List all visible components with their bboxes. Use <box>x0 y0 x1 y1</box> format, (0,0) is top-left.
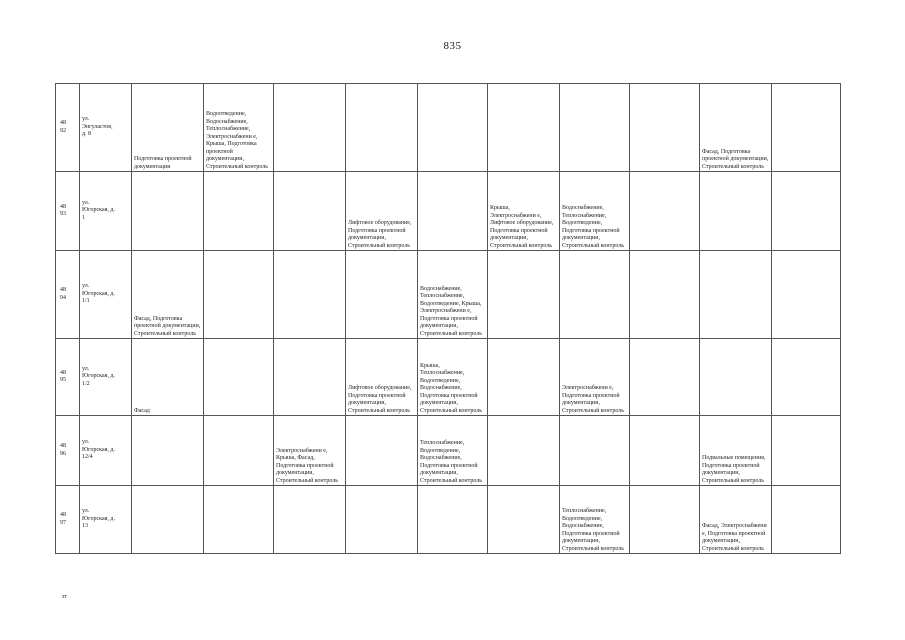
work-cell <box>560 251 630 339</box>
work-cell <box>274 339 346 416</box>
work-cell-text: Крыша, Электроснабжени е, Лифтовое оборудование, Подготовка проектной документации, Строительный контроль <box>490 205 554 249</box>
work-cell-text: Подготовка проектной документации <box>134 156 192 170</box>
address-cell: ул. Югорская, д. 12/4 <box>80 416 132 486</box>
work-cell <box>204 251 274 339</box>
work-cell <box>560 339 630 416</box>
work-cell <box>346 84 418 172</box>
row-number-cell: 48 93 <box>56 172 80 251</box>
work-cell <box>418 416 488 486</box>
work-cell <box>630 416 700 486</box>
work-cell <box>274 416 346 486</box>
work-cell-text: Фасад, Электроснабжени е, Подготовка проектной документации, Строительный контроль <box>702 523 767 552</box>
work-cell <box>204 84 274 172</box>
work-cell <box>560 84 630 172</box>
work-cell-text: Водоотведение, Водоснабжение, Теплоснабжение, Электроснабжени е, Крыша, Подготовка проектной документации, Строительный контроль <box>206 111 268 170</box>
work-cell <box>204 416 274 486</box>
work-cell-text: Водоснабжение, Теплоснабжение, Водоотведение, Подготовка проектной документации, Строительный контроль <box>562 205 624 249</box>
work-cell <box>132 486 204 554</box>
work-cell-text: Электроснабжени е, Крыша, Фасад, Подготовка проектной документации, Строительный контроль <box>276 447 338 484</box>
work-cell <box>346 339 418 416</box>
work-cell <box>274 172 346 251</box>
work-cell <box>274 251 346 339</box>
work-cell-text: Лифтовое оборудование, Подготовка проектной документации, Строительный контроль <box>348 385 412 414</box>
work-cell <box>418 486 488 554</box>
work-cell <box>132 416 204 486</box>
row-number-cell: 48 92 <box>56 84 80 172</box>
work-cell-text: Фасад <box>134 407 150 414</box>
work-cell <box>204 339 274 416</box>
works-schedule-table <box>55 83 841 554</box>
work-cell <box>418 172 488 251</box>
work-cell-text: Электроснабжени е, Подготовка проектной документации, Строительный контроль <box>562 385 624 414</box>
row-number-cell: 48 97 <box>56 486 80 554</box>
table-row <box>56 251 841 339</box>
row-number-cell: 48 94 <box>56 251 80 339</box>
work-cell <box>204 172 274 251</box>
work-cell <box>630 251 700 339</box>
work-cell <box>488 172 560 251</box>
address-cell: ул. Югорская, д. 1/1 <box>80 251 132 339</box>
page-number: 835 <box>443 40 462 52</box>
work-cell <box>700 84 772 172</box>
table-row <box>56 84 841 172</box>
work-cell <box>346 486 418 554</box>
work-cell <box>630 486 700 554</box>
work-cell <box>488 486 560 554</box>
work-cell <box>418 339 488 416</box>
work-cell-text: Теплоснабжение, Водоотведение, Водоснабжение, Подготовка проектной документации, Строительный контроль <box>562 508 624 552</box>
work-cell <box>700 416 772 486</box>
work-cell <box>700 172 772 251</box>
table-row <box>56 416 841 486</box>
work-cell <box>132 84 204 172</box>
work-cell <box>560 416 630 486</box>
work-cell-text: Фасад, Подготовка проектной документации, Строительный контроль <box>702 148 769 170</box>
work-cell <box>488 84 560 172</box>
table-row <box>56 339 841 416</box>
work-cell-text: Лифтовое оборудование, Подготовка проектной документации, Строительный контроль <box>348 220 412 249</box>
work-cell <box>700 251 772 339</box>
work-cell <box>560 172 630 251</box>
work-cell <box>630 84 700 172</box>
work-cell <box>488 339 560 416</box>
work-cell <box>132 251 204 339</box>
address-cell: ул. Югорская, д. 1 <box>80 172 132 251</box>
work-cell <box>132 172 204 251</box>
work-cell <box>488 416 560 486</box>
table-body <box>56 84 841 554</box>
work-cell <box>772 84 841 172</box>
work-cell-text: Водоснабжение, Теплоснабжение, Водоотведение, Крыша, Электроснабжени е, Подготовка проектной документации, Строительный контроль <box>420 285 482 337</box>
row-number-cell: 48 96 <box>56 416 80 486</box>
table-row <box>56 172 841 251</box>
work-cell <box>204 486 274 554</box>
work-cell-text: Теплоснабжение, Водоотведение, Водоснабжение, Подготовка проектной документации, Строительный контроль <box>420 440 482 484</box>
address-cell: ул. Югорская, д. 1/2 <box>80 339 132 416</box>
address-cell: ул. Энгуластов, д. 8 <box>80 84 132 172</box>
work-cell-text: Крыша, Теплоснабжение, Водоотведение, Водоснабжение, Подготовка проектной документации, Строительный контроль <box>420 362 482 414</box>
work-cell <box>772 416 841 486</box>
work-cell-text: Фасад, Подготовка проектной документации, Строительный контроль <box>134 315 201 337</box>
row-number-cell: 48 95 <box>56 339 80 416</box>
work-cell <box>772 172 841 251</box>
work-cell <box>700 486 772 554</box>
work-cell <box>772 251 841 339</box>
work-cell <box>700 339 772 416</box>
work-cell <box>346 172 418 251</box>
work-cell <box>488 251 560 339</box>
work-cell <box>630 172 700 251</box>
table-row <box>56 486 841 554</box>
work-cell <box>346 416 418 486</box>
work-cell <box>346 251 418 339</box>
footer-mark: зт <box>62 594 67 600</box>
work-cell-text: Подвальные помещения, Подготовка проектной документации, Строительный контроль <box>702 455 766 484</box>
work-cell <box>560 486 630 554</box>
address-cell: ул. Югорская, д. 13 <box>80 486 132 554</box>
work-cell <box>274 84 346 172</box>
work-cell <box>630 339 700 416</box>
work-cell <box>772 339 841 416</box>
work-cell <box>274 486 346 554</box>
work-cell <box>418 84 488 172</box>
work-cell <box>132 339 204 416</box>
work-cell <box>418 251 488 339</box>
work-cell <box>772 486 841 554</box>
